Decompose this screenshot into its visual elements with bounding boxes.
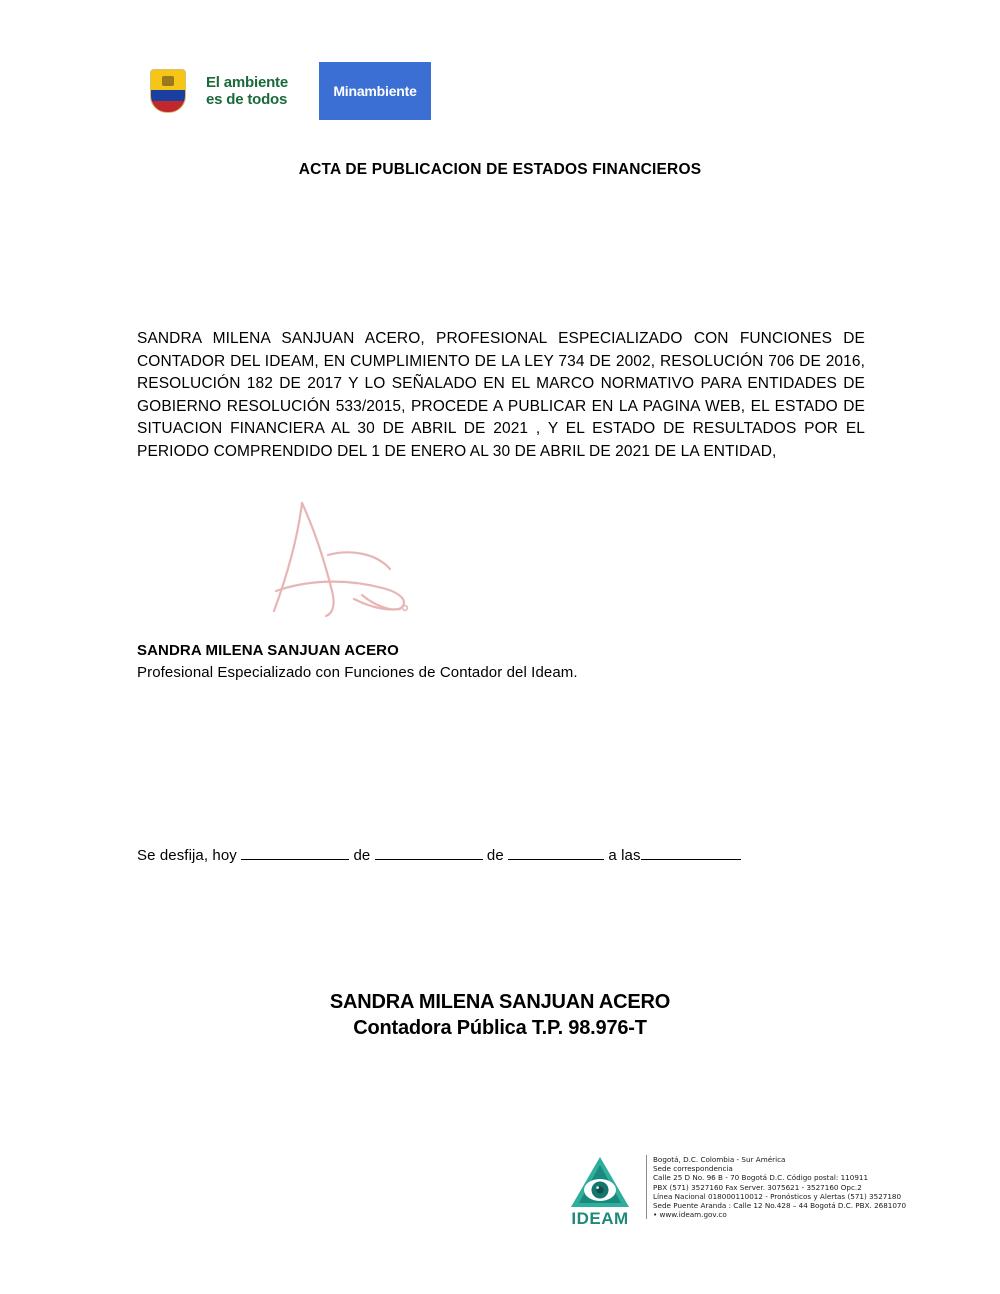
unposting-sep-1: de <box>353 847 371 864</box>
footer-line-4: PBX (571) 3527160 Fax Server. 3075621 - 3527160 Opc.2 <box>653 1182 862 1192</box>
footer-line-7: • www.ideam.gov.co <box>653 1210 727 1220</box>
signer-name: SANDRA MILENA SANJUAN ACERO <box>137 642 399 659</box>
closing-signature-block <box>0 989 1000 1041</box>
slogan-line-2: es de todos <box>206 91 288 108</box>
unposting-day-field[interactable] <box>241 845 349 860</box>
footer-line-3: Calle 25 D No. 96 B - 70 Bogotá D.C. Código postal: 110911 <box>653 1173 869 1183</box>
ideam-logo <box>560 1155 640 1229</box>
government-logo-banner <box>137 62 431 120</box>
footer-contact-info <box>646 1155 906 1219</box>
unposting-month-field[interactable] <box>375 845 483 860</box>
unposting-sep-3: a las <box>608 847 641 864</box>
colombia-coat-of-arms-icon <box>137 62 200 120</box>
footer-line-6: Sede Puente Aranda : Calle 12 No.428 – 44 Bogotá D.C. PBX. 2681070 <box>653 1201 907 1211</box>
unposting-time-field[interactable] <box>641 845 741 860</box>
unposting-line <box>137 845 741 864</box>
ideam-wordmark: IDEAM <box>571 1209 629 1228</box>
unposting-sep-2: de <box>486 847 504 864</box>
signer-role: Profesional Especializado con Funciones de Contador del Ideam. <box>137 664 578 681</box>
footer-line-2: Sede correspondencia <box>653 1164 733 1174</box>
handwritten-signature-icon <box>258 495 428 630</box>
footer-line-1: Bogotá, D.C. Colombia - Sur América <box>653 1155 786 1164</box>
footer <box>560 1155 907 1229</box>
closing-credential: Contadora Pública T.P. 98.976-T <box>353 1017 647 1039</box>
page-title: ACTA DE PUBLICACION DE ESTADOS FINANCIEROS <box>298 161 702 178</box>
ministry-label: Minambiente <box>319 62 431 120</box>
closing-name: SANDRA MILENA SANJUAN ACERO <box>329 991 671 1013</box>
ideam-mark-icon <box>569 1155 631 1211</box>
body-paragraph: SANDRA MILENA SANJUAN ACERO, PROFESIONAL ESPECIALIZADO CON FUNCIONES DE CONTADOR DEL IDEAM, EN CUMPLIMIENTO DE LA LEY 734 DE 2002, RESOLUCIÓN 706 DE 2016, RESOLUCIÓN 182 DE 2017 Y LO SEÑALADO EN EL MARCO NORMATIVO PARA ENTIDADES DE GOBIERNO RESOLUCIÓN 533/2015, PROCEDE A PUBLICAR EN LA PAGINA WEB, EL ESTADO DE SITUACION FINANCIERA AL 30 DE ABRIL DE 2021 , Y EL ESTADO DE RESULTADOS POR EL PERIODO COMPRENDIDO DEL 1 DE ENERO AL 30 DE ABRIL DE 2021 DE LA ENTIDAD, <box>137 330 865 460</box>
unposting-prefix: Se desfija, hoy <box>137 847 237 864</box>
slogan-block <box>200 62 319 120</box>
unposting-year-field[interactable] <box>508 845 604 860</box>
slogan-line-1: El ambiente <box>206 74 288 91</box>
footer-line-5: Línea Nacional 018000110012 - Pronósticos y Alertas (571) 3527180 <box>653 1191 902 1201</box>
